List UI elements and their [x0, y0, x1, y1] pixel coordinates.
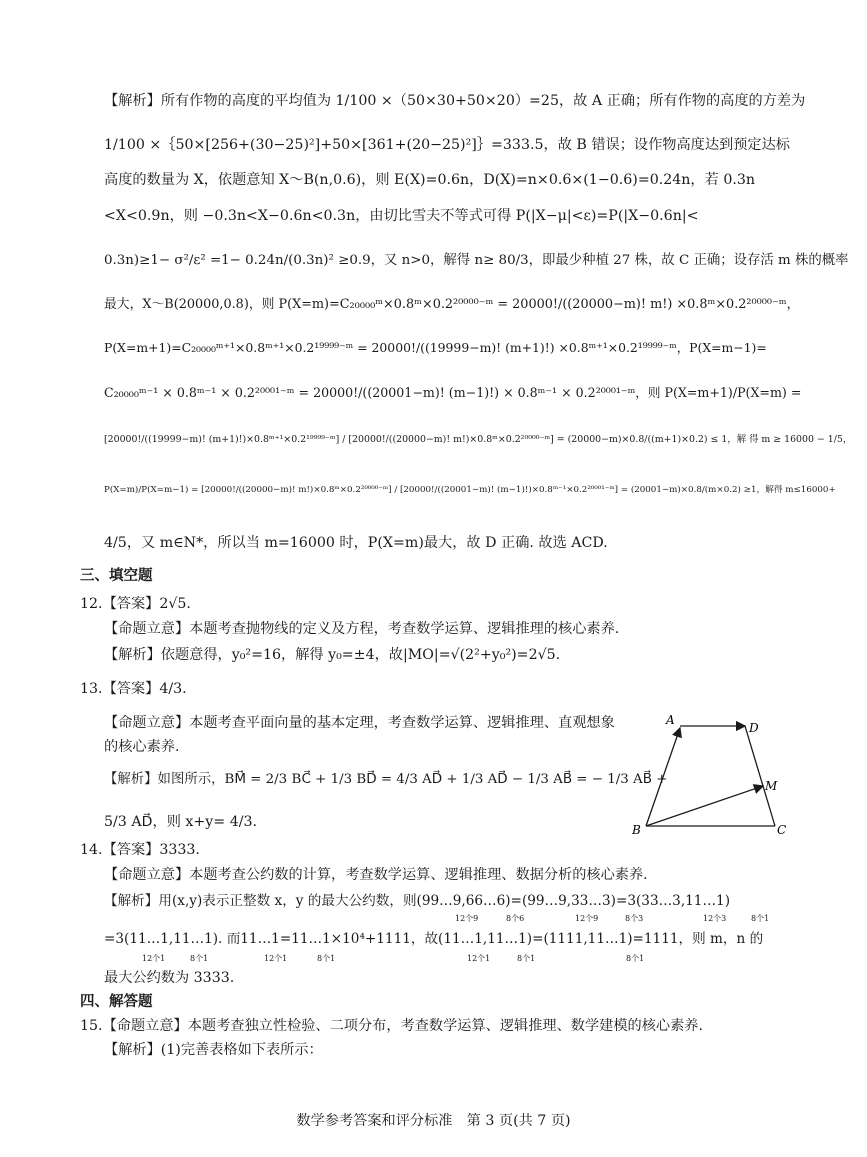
- label-b: B: [632, 823, 641, 837]
- analysis-line-7: P(X=m+1)=C₂₀₀₀₀ᵐ⁺¹×0.8ᵐ⁺¹×0.2¹⁹⁹⁹⁹⁻ᵐ = 20000!/((19999−m)! (m+1)!) ×0.8ᵐ⁺¹×0.2¹⁹⁹⁹⁹⁻ᵐ，P(X=m−1)=: [104, 340, 767, 355]
- side-ab: [646, 728, 680, 826]
- q14-conclusion: 最大公约数为 3333.: [104, 970, 235, 986]
- q14-intent: 【命题立意】本题考查公约数的计算，考查数学运算、逻辑推理、数据分析的核心素养.: [104, 867, 648, 883]
- q14-analysis: 【解析】用(x,y)表示正整数 x，y 的最大公约数，则(99…9,66…6)=(99…9,33…3)=3(33…3,11…1): [104, 893, 730, 909]
- underbrace-label: 12个1: [467, 954, 491, 963]
- underbrace-label: 8个3: [625, 914, 644, 923]
- underbrace-label: 12个3: [703, 914, 727, 923]
- underbrace-label: 8个1: [751, 914, 770, 923]
- q13-analysis-cont: 5/3 AD⃗，则 x+y= 4/3.: [104, 814, 258, 830]
- q12-analysis: 【解析】依题意得，y₀²=16，解得 y₀=±4，故|MO|=√(2²+y₀²)=2√5.: [104, 647, 561, 663]
- underbrace-labels-row-1: [0, 913, 867, 925]
- analysis-line-2: 1/100 ×｛50×[256+(30−25)²]+50×[361+(20−25)²]｝=333.5，故 B 错误；设作物高度达到预定达标: [104, 137, 790, 153]
- label-d: D: [749, 721, 759, 735]
- analysis-line-3: 高度的数量为 X，依题意知 X～B(n,0.6)，则 E(X)=0.6n，D(X)=n×0.6×(1−0.6)=0.24n，若 0.3n: [104, 172, 756, 188]
- label-c: C: [777, 823, 787, 837]
- analysis-line-5: 0.3n)≥1− σ²/ε² =1− 0.24n/(0.3n)² ≥0.9，又 n>0，解得 n≥ 80/3，即最少种植 27 株，故 C 正确；设存活 m 株的概率: [104, 253, 849, 268]
- underbrace-label: 12个9: [575, 914, 599, 923]
- q15-intent: 15.【命题立意】本题考查独立性检验、二项分布，考查数学运算、逻辑推理、数学建模的核心素养.: [80, 1018, 703, 1034]
- vector-bm: [646, 786, 763, 826]
- analysis-line-8: C₂₀₀₀₀ᵐ⁻¹ × 0.8ᵐ⁻¹ × 0.2²⁰⁰⁰¹⁻ᵐ = 20000!/((20001−m)! (m−1)!) × 0.8ᵐ⁻¹ × 0.2²⁰⁰⁰¹⁻ᵐ，则 P(X=m+1)/P(X=m) =: [104, 385, 802, 400]
- q14-analysis-cont: =3(11…1,11…1). 而11…1=11…1×10⁴+1111，故(11…1,11…1)=(1111,11…1)=1111，则 m，n 的: [104, 931, 764, 947]
- underbrace-label: 12个9: [455, 914, 479, 923]
- underbrace-label: 8个1: [317, 954, 336, 963]
- label-m: M: [765, 779, 778, 793]
- q12-intent: 【命题立意】本题考查抛物线的定义及方程，考查数学运算、逻辑推理的核心素养.: [104, 621, 620, 637]
- label-a: A: [666, 713, 675, 727]
- underbrace-label: 8个1: [190, 954, 209, 963]
- analysis-line-9: [20000!/((19999−m)! (m+1)!)×0.8ᵐ⁺¹×0.2¹⁹⁹⁹⁹⁻ᵐ] / [20000!/((20000−m)! m!)×0.8ᵐ×0.2²⁰⁰⁰⁰⁻ᵐ] = (20000−m)×0.8/((m+1)×0.2) ≤ 1，解 得 m ≥ 16000 − 1/5，: [104, 434, 853, 445]
- underbrace-label: 8个6: [506, 914, 525, 923]
- section-heading-solutions: 四、解答题: [80, 994, 153, 1010]
- q14-answer: 14.【答案】3333.: [80, 842, 200, 858]
- page-footer: 数学参考答案和评分标准 第 3 页(共 7 页): [296, 1113, 571, 1129]
- side-dc: [745, 726, 775, 826]
- analysis-line-10: P(X=m)/P(X=m−1) = [20000!/((20000−m)! m!)×0.8ᵐ×0.2²⁰⁰⁰⁰⁻ᵐ] / [20000!/((20001−m)! (m−1)!)×0.8ᵐ⁻¹×0.2²⁰⁰⁰¹⁻ᵐ] = (20001−m)×0.8/(m×0.2) ≥1，解得 m≤16000+: [104, 485, 836, 495]
- q12-answer: 12.【答案】2√5.: [80, 596, 191, 612]
- q13-analysis: 【解析】如图所示，BM⃗ = 2/3 BC⃗ + 1/3 BD⃗ = 4/3 AD⃗ + 1/3 AD⃗ − 1/3 AB⃗ = − 1/3 AB⃗ +: [104, 772, 668, 787]
- underbrace-labels-row-2: [0, 953, 867, 965]
- underbrace-label: 8个1: [626, 954, 645, 963]
- q15-analysis: 【解析】(1)完善表格如下表所示：: [104, 1042, 323, 1058]
- underbrace-label: 12个1: [142, 954, 166, 963]
- q13-intent: 【命题立意】本题考查平面向量的基本定理，考查数学运算、逻辑推理、直观想象: [104, 715, 615, 731]
- analysis-line-1: 【解析】所有作物的高度的平均值为 1/100 ×（50×30+50×20）=25，故 A 正确；所有作物的高度的方差为: [104, 93, 806, 109]
- q13-answer: 13.【答案】4/3.: [80, 681, 187, 697]
- analysis-line-11: 4/5，又 m∈N*，所以当 m=16000 时，P(X=m)最大，故 D 正确. 故选 ACD.: [104, 535, 608, 551]
- analysis-line-6: 最大，X～B(20000,0.8)，则 P(X=m)=C₂₀₀₀₀ᵐ×0.8ᵐ×0.2²⁰⁰⁰⁰⁻ᵐ = 20000!/((20000−m)! m!) ×0.8ᵐ×0.2²⁰⁰⁰⁰⁻ᵐ，: [104, 297, 800, 312]
- trapezoid-figure: [620, 710, 800, 840]
- q13-intent-cont: 的核心素养.: [104, 739, 180, 755]
- analysis-line-4: <X<0.9n，则 −0.3n<X−0.6n<0.3n，由切比雪夫不等式可得 P(|X−μ|<ε)=P(|X−0.6n|<: [104, 208, 699, 224]
- section-heading-fill-blank: 三、填空题: [80, 568, 153, 584]
- underbrace-label: 12个1: [264, 954, 288, 963]
- underbrace-label: 8个1: [517, 954, 536, 963]
